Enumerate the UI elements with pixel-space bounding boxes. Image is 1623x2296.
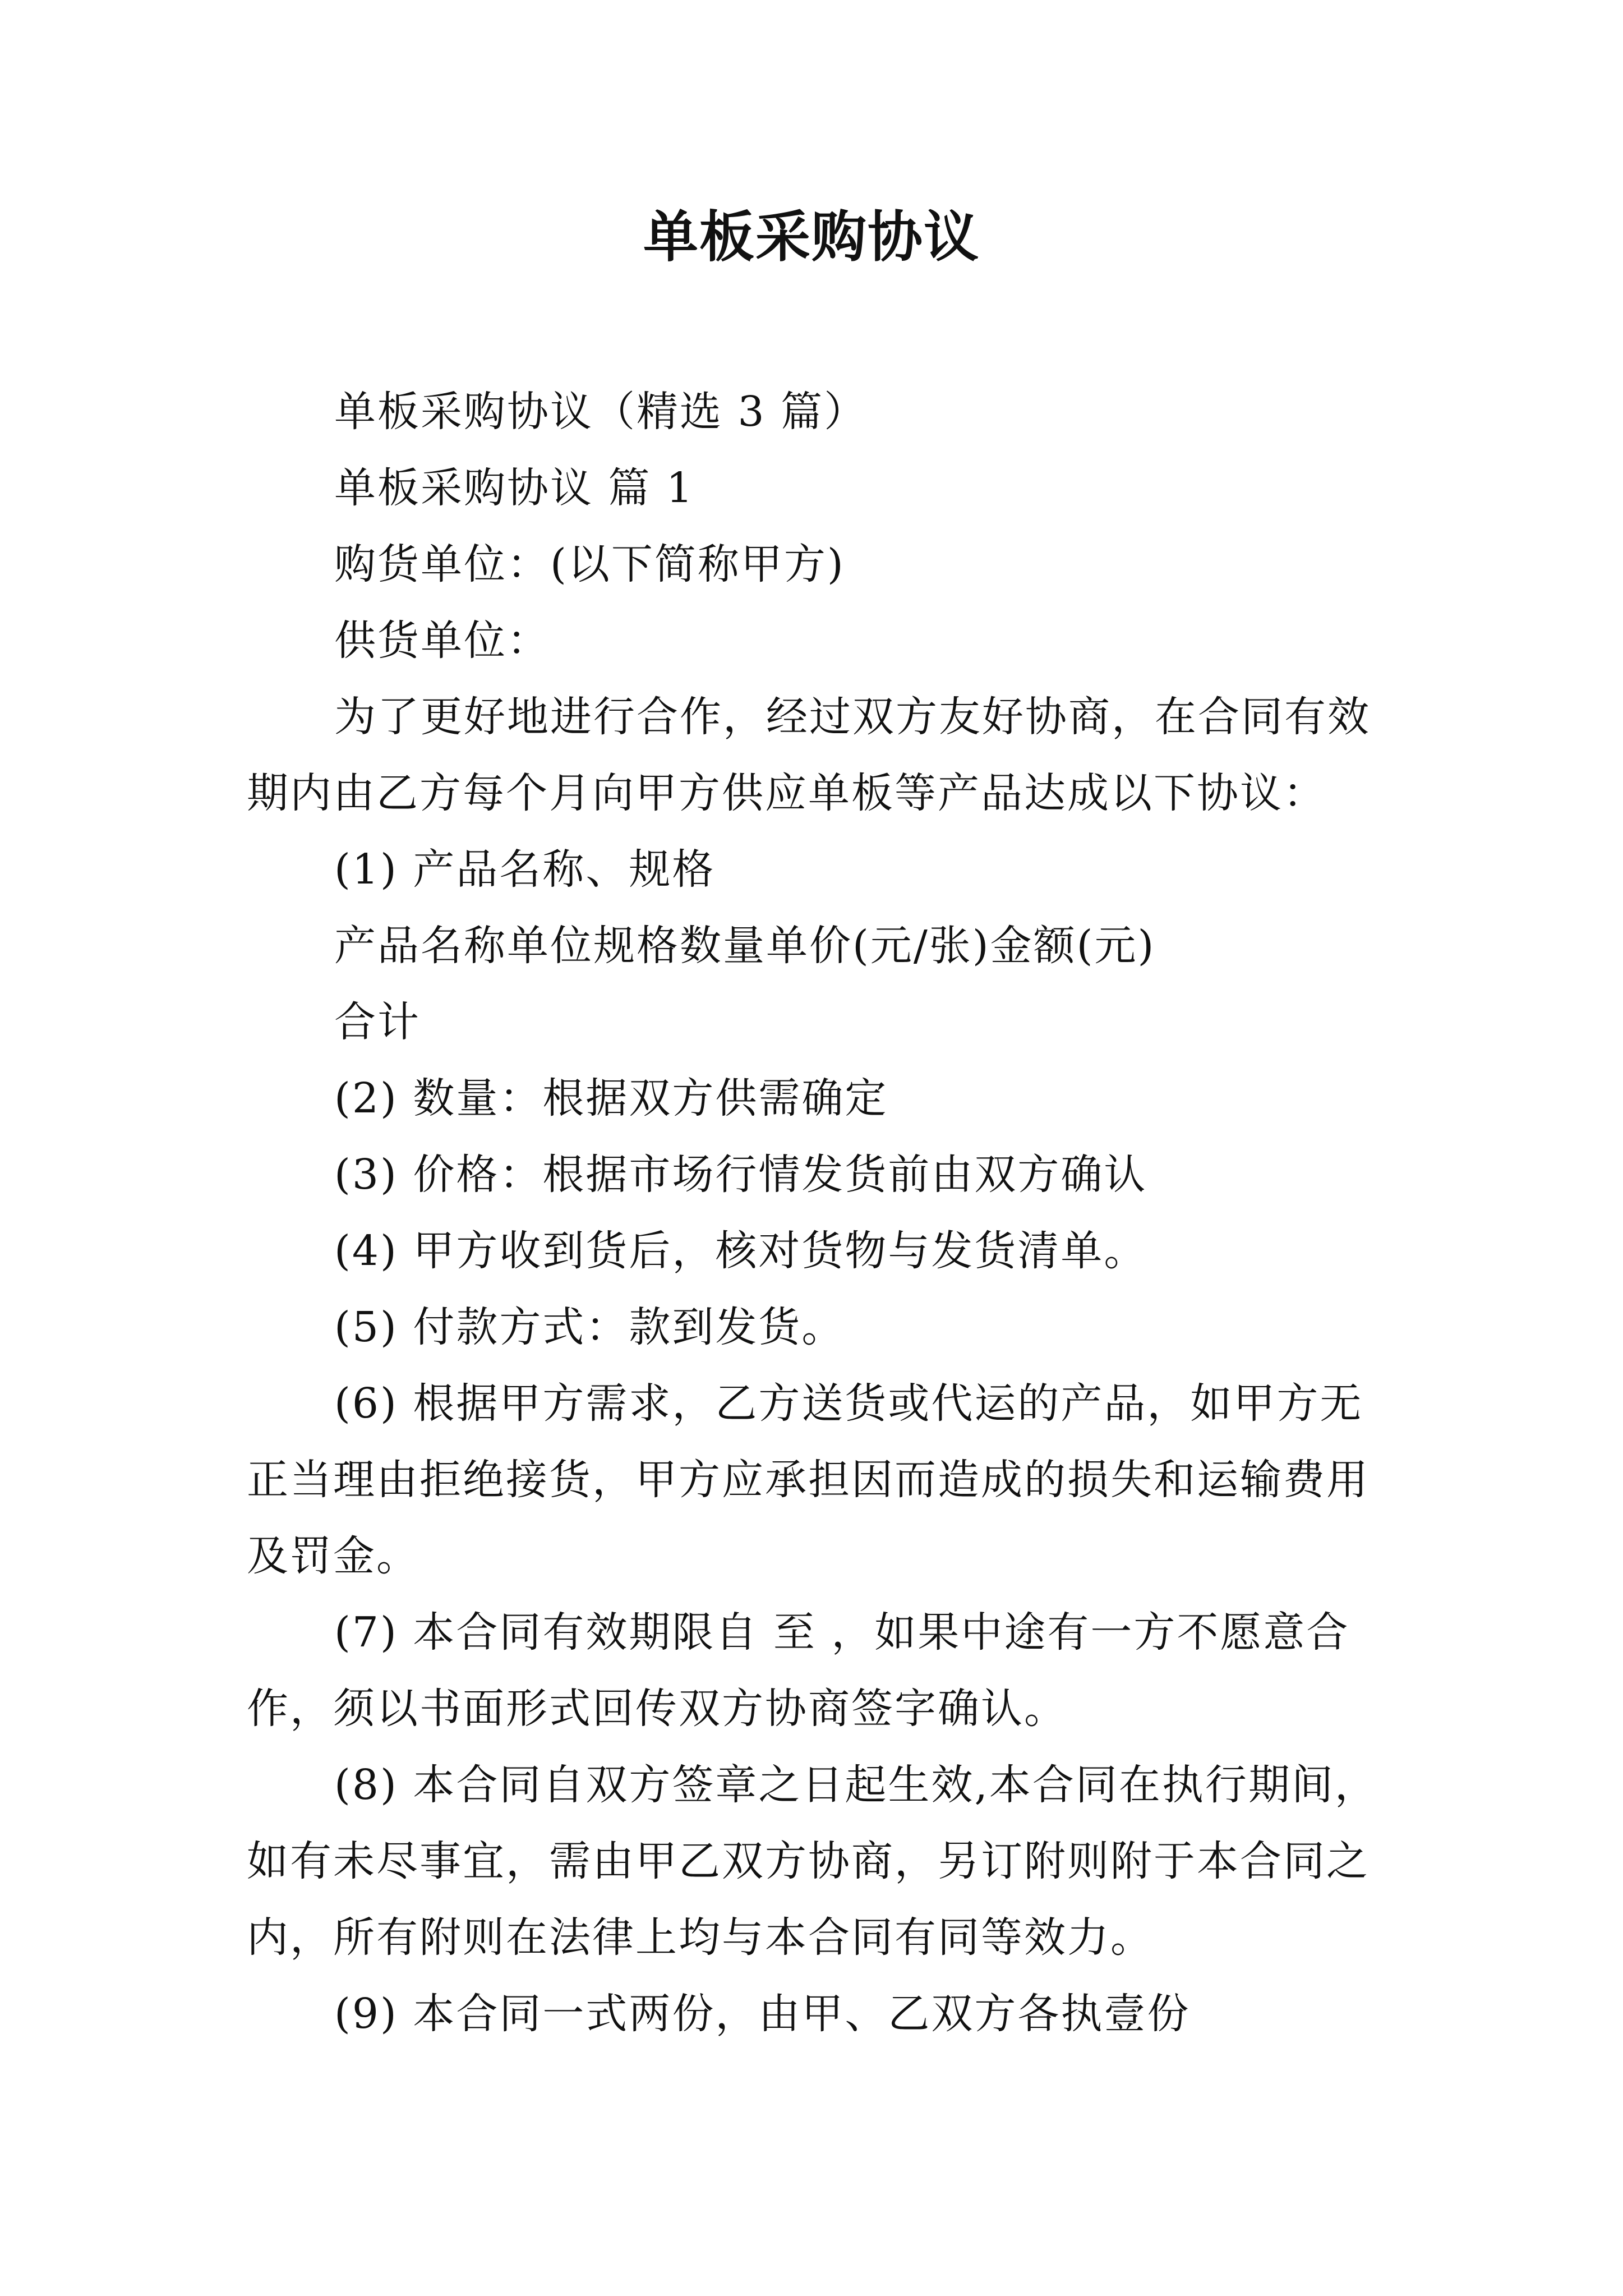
paragraph-clause-6: (6) 根据甲方需求，乙方送货或代运的产品，如甲方无正当理由拒绝接货，甲方应承担因而造成的损失和运输费用及罚金。 [247, 1379, 1370, 1580]
paragraph-clause-5: (5) 付款方式：款到发货。 [334, 1303, 845, 1351]
document-body [247, 374, 1380, 2052]
paragraph-product-columns: 产品名称单位规格数量单价(元/张)金额(元) [334, 922, 1156, 970]
paragraph-clause-3: (3) 价格：根据市场行情发货前由双方确认 [334, 1151, 1147, 1199]
paragraph-total: 合计 [334, 998, 421, 1046]
paragraph-clause-8: (8) 本合同自双方签章之日起生效,本合同在执行期间，如有未尽事宜，需由甲乙双方协商，另订附则附于本合同之内，所有附则在法律上均与本合同有同等效力。 [247, 1761, 1378, 1962]
paragraph-supplier: 供货单位： [334, 616, 550, 665]
paragraph-subtitle: 单板采购协议（精选 3 篇） [334, 388, 868, 436]
paragraph-buyer: 购货单位：(以下简称甲方) [334, 540, 845, 588]
paragraph-clause-4: (4) 甲方收到货后，核对货物与发货清单。 [334, 1227, 1147, 1275]
paragraph-intro: 为了更好地进行合作，经过双方友好协商，在合同有效期内由乙方每个月向甲方供应单板等产品达成以下协议： [247, 693, 1371, 817]
paragraph-clause-2: (2) 数量：根据双方供需确定 [334, 1074, 888, 1122]
paragraph-clause-9: (9) 本合同一式两份，由甲、乙双方各执壹份 [334, 1990, 1191, 2038]
paragraph-clause-7: (7) 本合同有效期限自 至 ，如果中途有一方不愿意合作，须以书面形式回传双方协商签字确认。 [247, 1608, 1350, 1733]
paragraph-section-heading: 单板采购协议 篇 1 [334, 464, 695, 512]
document-title: 单板采购协议 [643, 205, 980, 269]
paragraph-clause-1: (1) 产品名称、规格 [334, 845, 716, 894]
